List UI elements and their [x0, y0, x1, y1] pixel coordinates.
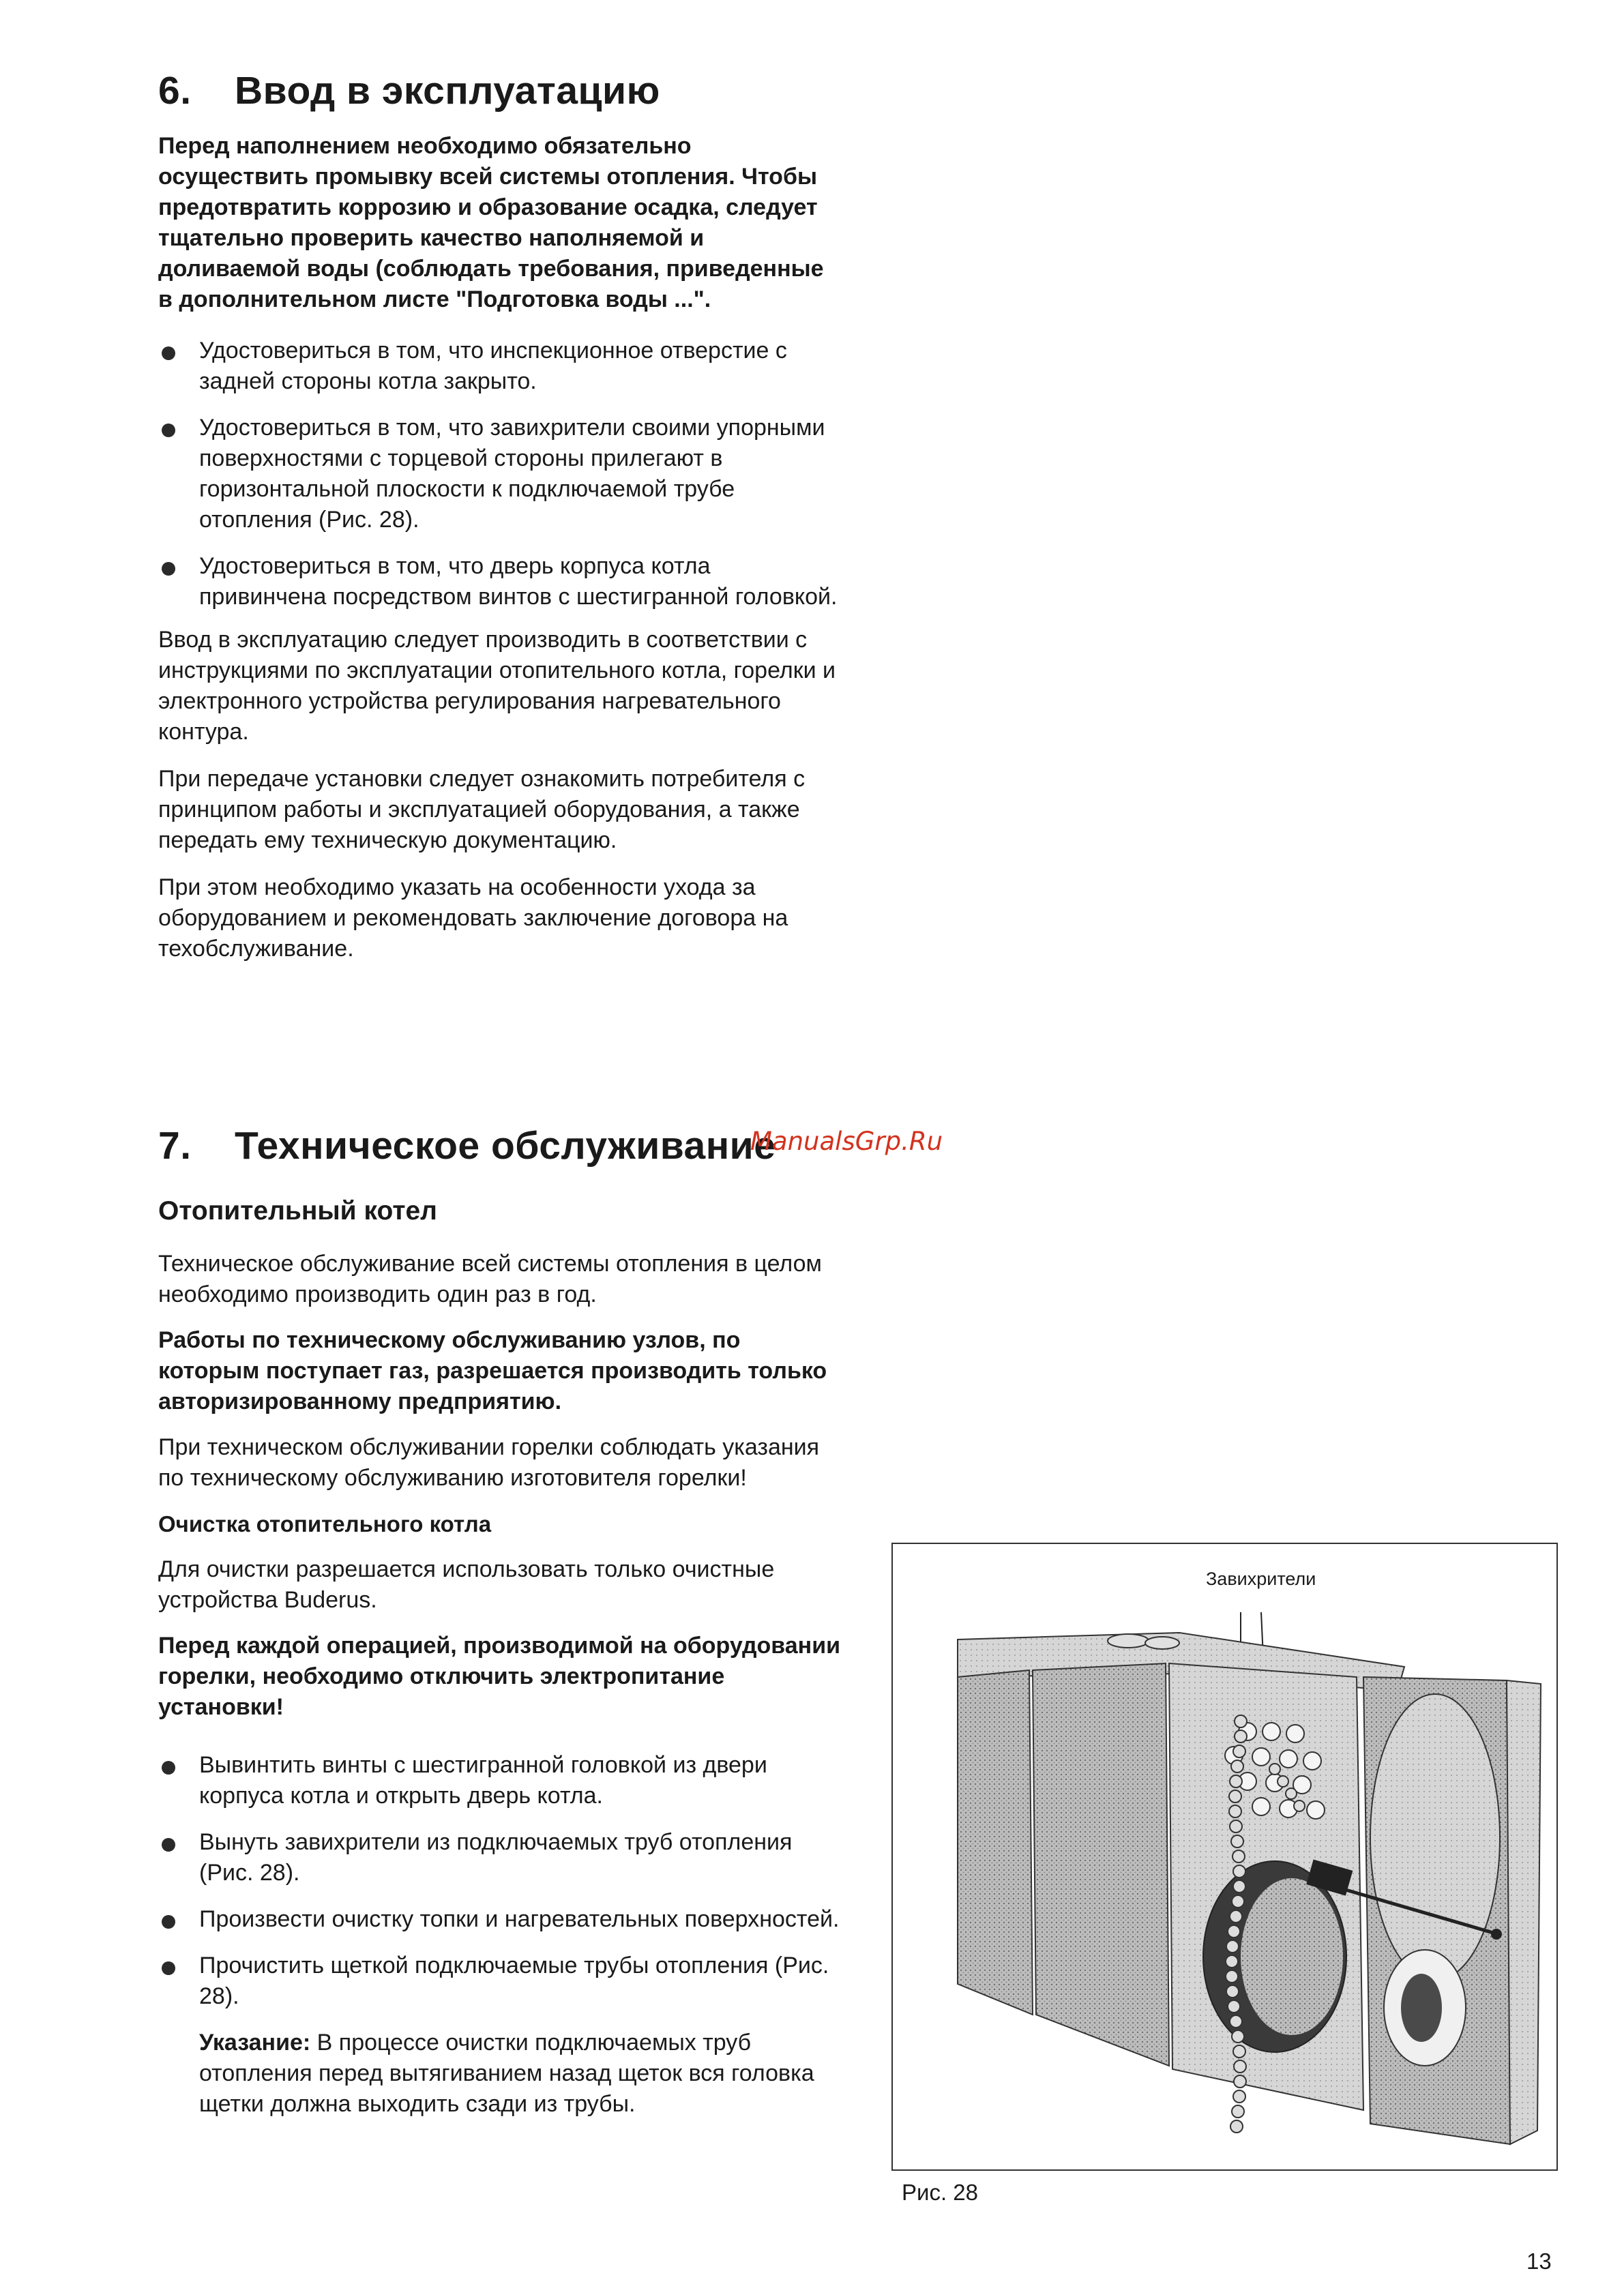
section-6-heading — [158, 68, 660, 113]
section-6-body — [158, 131, 840, 964]
section-7-bullet-4: Прочистить щеткой подключаемые трубы отопления (Рис. 28). — [158, 1951, 840, 2012]
note — [158, 2028, 840, 2120]
boiler-illustration — [893, 1544, 1554, 2167]
cleaning-heading: Очистка отопительного котла — [158, 1511, 492, 1537]
section-6-bullet-2: Удостовериться в том, что завихрители своими упорными поверхностями с торцевой стороны прилегают в горизонтальной плоскости к подключаемой трубе отопления (Рис. 28). — [158, 413, 840, 535]
section-6-paragraph-1: Ввод в эксплуатацию следует производить в соответствии с инструкциями по эксплуатации отопительного котла, горелки и электронного устройства регулирования нагревательного контура. — [158, 627, 836, 745]
section-6-bullet-3: Удостовериться в том, что дверь корпуса котла привинчена посредством винтов с шестигранной головкой. — [158, 551, 840, 612]
figure-caption: Рис. 28 — [902, 2180, 978, 2205]
watermark: ManualsGrp.Ru — [750, 1127, 943, 1156]
section-7-body — [158, 1194, 840, 2120]
section-7-bullet-3: Произвести очистку топки и нагревательных поверхностей. — [158, 1904, 840, 1935]
section-6-number: 6. — [158, 69, 192, 113]
section-7-paragraph-2: Работы по техническому обслуживанию узлов, по которым поступает газ, разрешается производить только авторизированному предприятию. — [158, 1327, 827, 1414]
section-6-paragraph-3: При этом необходимо указать на особенности ухода за оборудованием и рекомендовать заключение договора на техобслуживание. — [158, 874, 788, 962]
side-panel-left — [958, 1670, 1033, 2015]
section-6-intro: Перед наполнением необходимо обязательно осуществить промывку всей системы отопления. Чтобы предотвратить коррозию и образование осадка, следует тщательно проверить качество наполняемой и доливаемой воды (соблюдать требования, приведенные в дополнительном листе "Подготовка воды ...". — [158, 133, 824, 312]
section-7-paragraph-3: При техническом обслуживании горелки соблюдать указания по техническому обслуживанию изготовителя горелки! — [158, 1434, 820, 1491]
page-number: 13 — [1526, 2249, 1552, 2274]
note-text: В процессе очистки подключаемых труб отопления перед вытягиванием назад щеток вся головка щетки должна выходить сзади из трубы. — [199, 2030, 814, 2117]
section-7-number: 7. — [158, 1124, 192, 1168]
section-7-subtitle: Отопительный котел — [158, 1196, 437, 1226]
section-6-bullet-1: Удостовериться в том, что инспекционное отверстие с задней стороны котла закрыто. — [158, 336, 840, 397]
note-label: Указание: — [199, 2030, 311, 2056]
section-7-paragraph-1: Техническое обслуживание всей системы отопления в целом необходимо производить один раз в год. — [158, 1251, 822, 1307]
section-6-paragraph-2: При передаче установки следует ознакомить потребителя с принципом работы и эксплуатацией оборудования, а также передать ему техническую документацию. — [158, 766, 806, 853]
section-7-title: Техническое обслуживание — [235, 1124, 776, 1168]
section-7-paragraph-5: Перед каждой операцией, производимой на оборудовании горелки, необходимо отключить электропитание установки! — [158, 1633, 840, 1720]
section-7-heading — [158, 1123, 776, 1168]
side-panel-middle — [1033, 1663, 1169, 2066]
section-7-paragraph-4: Для очистки разрешается использовать только очистные устройства Buderus. — [158, 1556, 775, 1613]
figure-label-swirlers: Завихрители — [1206, 1569, 1316, 1589]
section-7-bullet-2: Вынуть завихрители из подключаемых труб отопления (Рис. 28). — [158, 1827, 840, 1888]
section-6-title: Ввод в эксплуатацию — [235, 69, 660, 113]
section-7-bullet-1: Вывинтить винты с шестигранной головкой из двери корпуса котла и открыть дверь котла. — [158, 1750, 840, 1811]
